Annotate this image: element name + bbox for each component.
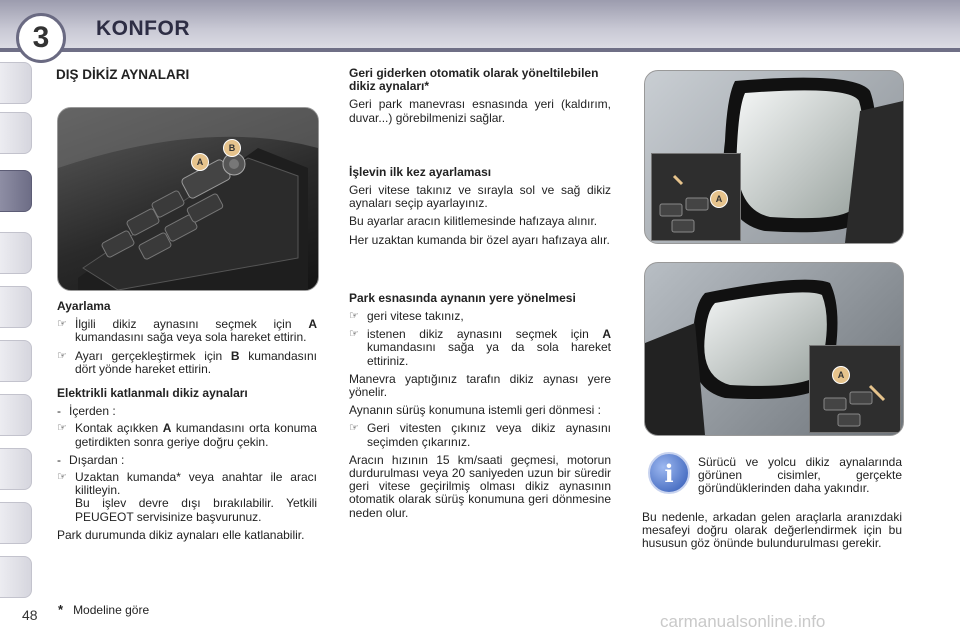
watermark: carmanualsonline.info: [660, 612, 826, 631]
chapter-tab-9[interactable]: [0, 502, 32, 544]
outside-step-1: ☞ Uzaktan kumanda* veya anahtar ile aracı kilitleyin. Bu işlev devre dışı bırakılabilir. Yetkili PEUGEOT servisinize başvurunuz.: [57, 470, 317, 524]
inside-label-row: - İçerden :: [57, 404, 116, 419]
pointer-hand-icon: ☞: [349, 328, 359, 341]
chapter-tab-1[interactable]: [0, 62, 32, 104]
first-setup-text-2: Bu ayarlar aracın kilitlemesinde hafızaya alınır.: [349, 214, 598, 229]
control-label-a-top: A: [710, 190, 728, 208]
reverse-tilt-heading: Geri giderken otomatik olarak yöneltilebilen dikiz aynaları*: [349, 66, 599, 94]
maneuver-text: Manevra yaptığınız tarafın dikiz aynası yere yönelir.: [349, 371, 611, 400]
pointer-hand-icon: ☞: [57, 422, 67, 435]
chapter-number: 3: [32, 21, 50, 54]
parking-tilt-heading: Park esnasında aynanın yere yönelmesi: [349, 290, 576, 305]
pointer-hand-icon: ☞: [57, 349, 67, 362]
adjustment-heading: Ayarlama: [57, 299, 111, 313]
reverse-tilt-text: Geri park manevrası esnasında yeri (kaldırım, duvar...) görebilmenizi sağlar.: [349, 97, 611, 125]
column-middle: [349, 67, 611, 525]
return-step-1: ☞ Geri vitesten çıkınız veya dikiz aynasını seçimden çıkarınız.: [349, 421, 611, 449]
outside-label-row: - Dışardan :: [57, 452, 125, 467]
side-mirror-photo-bottom: [644, 262, 904, 436]
info-text-2: Bu nedenle, arkadan gelen araçlarla aranızdaki mesafeyi doğru olarak değerlendirmek için bu hususun göz önünde bulundurulması gerekir.: [642, 510, 902, 551]
control-inset-bottom: [809, 345, 901, 433]
control-label-b: B: [223, 139, 241, 157]
key-a: A: [308, 317, 317, 332]
info-icon: i: [648, 452, 690, 494]
chapter-tab-4[interactable]: [0, 232, 32, 274]
chapter-tab-7[interactable]: [0, 394, 32, 436]
chapter-tab-10[interactable]: [0, 556, 32, 598]
pointer-hand-icon: ☞: [349, 310, 359, 323]
control-label-a-bottom: A: [832, 366, 850, 384]
inside-step-1: ☞ Kontak açıkken A kumandasını orta konuma getirdikten sonra geriye doğru çekin.: [57, 421, 317, 449]
auto-return-text: Aracın hızının 15 km/saati geçmesi, motorun durdurulması veya 20 saniyeden uzun bir süredir geri vitese geçirilmiş olması dikiz aynasının otomatik olarak sürüş konumuna geri dönmesine neden olur.: [349, 452, 611, 520]
mirror-control-panel-photo: [57, 107, 319, 291]
chapter-number-badge: [16, 13, 66, 63]
first-setup-heading: İşlevin ilk kez ayarlaması: [349, 164, 492, 179]
key-b: B: [230, 348, 240, 363]
chapter-tab-8[interactable]: [0, 448, 32, 490]
first-setup-text-1: Geri vitese takınız ve sırayla sol ve sağ dikiz aynaları seçip ayarlayınız.: [349, 183, 611, 211]
pointer-hand-icon: ☞: [57, 318, 67, 331]
chapter-tab-5[interactable]: [0, 286, 32, 328]
chapter-title: KONFOR: [96, 17, 190, 40]
parking-step-1: ☞ geri vitese takınız,: [349, 309, 464, 324]
pointer-hand-icon: ☞: [57, 471, 67, 484]
page-number: 48: [22, 607, 38, 623]
chapter-tab-6[interactable]: [0, 340, 32, 382]
header-divider: [0, 48, 960, 52]
door-panel-illustration: [58, 108, 318, 290]
return-heading-text: Aynanın sürüş konumuna istemli geri dönmesi :: [349, 403, 601, 418]
folding-heading: Elektrikli katlanmalı dikiz aynaları: [57, 386, 248, 401]
pointer-hand-icon: ☞: [349, 422, 359, 435]
control-inset-illustration-bottom: [810, 346, 900, 432]
section-title: DIŞ DİKİZ AYNALARI: [56, 67, 190, 82]
info-text-1: Sürücü ve yolcu dikiz aynalarında görünen cisimler, gerçekte göründüklerinden daha yakındır.: [698, 455, 902, 496]
control-label-a: A: [191, 153, 209, 171]
parking-step-2: ☞ istenen dikiz aynasını seçmek için A kumandasını sağa ya da sola hareket ettiriniz.: [349, 327, 612, 368]
adjustment-step-1: ☞ İlgili dikiz aynasını seçmek için A kumandasını sağa veya sola hareket ettirin.: [57, 317, 317, 345]
side-mirror-photo-top: [644, 70, 904, 244]
column-left: [57, 300, 317, 547]
manual-fold-text: Park durumunda dikiz aynaları elle katlanabilir.: [57, 527, 305, 542]
key-a: A: [602, 327, 612, 342]
adjustment-step-2: ☞ Ayarı gerçekleştirmek için B kumandasını dört yönde hareket ettirin.: [57, 348, 317, 376]
footnote: * Modeline göre: [58, 602, 150, 617]
chapter-tab-2[interactable]: [0, 112, 32, 154]
key-a: A: [162, 421, 172, 436]
chapter-tab-3-active[interactable]: [0, 170, 32, 212]
control-inset-top: [651, 153, 741, 241]
first-setup-text-3: Her uzaktan kumanda bir özel ayarı hafızaya alır.: [349, 232, 610, 247]
